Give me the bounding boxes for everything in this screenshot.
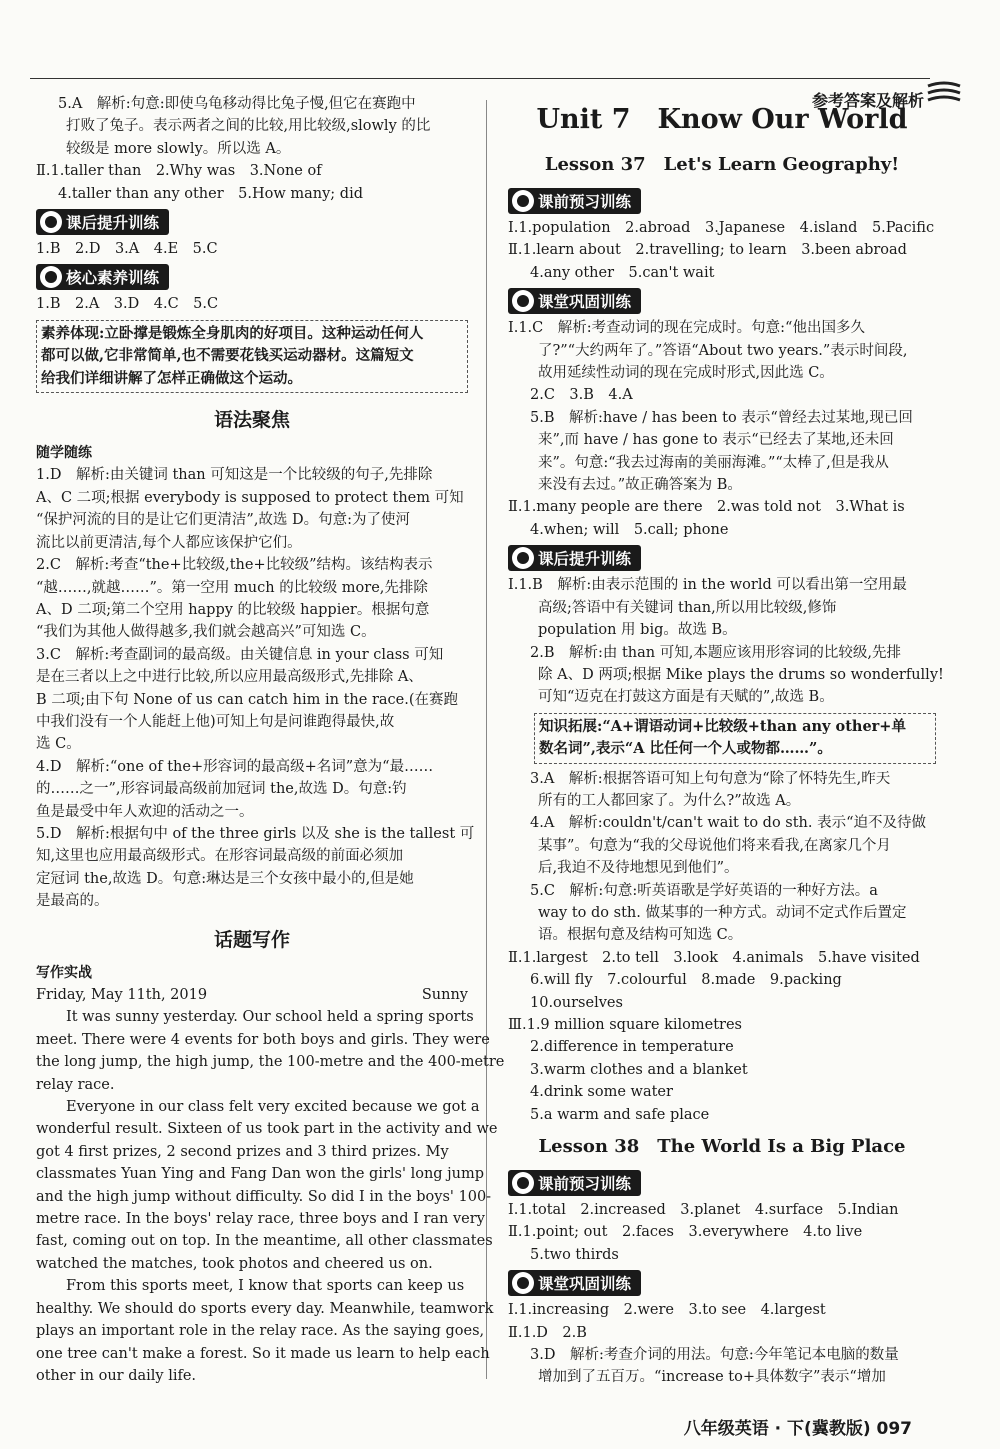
page-footer: 八年级英语 · 下(冀教版) 097 xyxy=(683,1419,912,1439)
diary-weather: Sunny xyxy=(421,987,468,1003)
lesson-title: Lesson 37 Let's Learn Geography! xyxy=(544,154,900,175)
answer-line: 1.B 2.D 3.A 4.E 5.C xyxy=(36,241,218,258)
badge-icon xyxy=(40,266,62,288)
grammar-answers: 1.D 解析:由关键词 than 可知这是一个比较级的句子,先排除 A、C 二项;根据 everybody is supposed to protect them 可知 “保护河流的目的是让它们更清洁”,故选 D。句意:为了使河 流比以前更清洁,每个人都应该保护它们。 2.C 解析:考查“the+比较级,the+比较级”结构。该结构表示 “越……,就越……”。第一空用 much 的比较级 more,先排除 A、D 二项;第二个空用 happy 的比较级 happier。根据句意 “我们为其他人做得越多,我们就会越高兴”可知选 C。 3.C 解析:考查副词的最高级。由关键信息 in your class 可知 是在三者以上之中进行比较,所以应用最高级形式,先排除 A、 B 二项;由下句 None of us can catch him in the race.(在赛跑 中我们没有一个人能赶上他)可知上句是问谁跑得最快,故 选 C。 4.D 解析:“one of the+形容词的最高级+名词”意为“最…… 的……之一”,形容词最高级前加冠词 the,故选 D。句意:钓 鱼是最受中年人欢迎的活动之一。 5.D 解析:根据句中 of the three girls 以及 she is the tallest 可 知,这里也应用最高级形式。在形容词最高级的前面必须加 定冠词 the,故选 D。句意:琳达是三个女孩中最小的,但是她 是最高的。 xyxy=(36,467,475,910)
diary-header xyxy=(36,984,468,1006)
knowledge-note: 知识拓展:“A+谓语动词+比较级+than any other+单 数名词”,表示“A 比任何一个人或物都……”。 xyxy=(534,713,936,764)
answer-line: Ⅱ.1.taller than 2.Why was 3.None of xyxy=(36,163,322,180)
badge-icon xyxy=(512,1172,534,1194)
badge-icon xyxy=(512,290,534,312)
column-divider xyxy=(486,100,487,1379)
answer-line: 较级是 more slowly。所以选 A。 xyxy=(66,140,291,157)
section-heading: 语法聚焦 xyxy=(213,409,290,432)
section-badge: 课堂巩固训练 xyxy=(508,1270,641,1296)
lesson-title: Lesson 38 The World Is a Big Place xyxy=(538,1136,906,1158)
essay: It was sunny yesterday. Our school held a spring sports meet. There were 4 events for both boys and girls. They were the long jump, the high jump, the 100-metre and the 400-metre relay race. Everyone in our class felt very excited because we got a wonderful result. Sixteen of us took part in the activity and we got 4 first prizes, 2 second prizes and 3 third prizes. My classmates Yuan Ying and Fang Dan won the girls' long jump and the high jump without difficulty. So did I in the boys' 100- metre race. In the boys' relay race, three boys and I ran very fast, coming out on top. In the meantime, all other classmates watched the matches, took photos and cheered us on. From this sports meet, I know that sports can keep us healthy. We should do sports every day. Meanwhile, teamwork plays an important role in the relay race. As the saying goes, one tree can't make a forest. So it made us learn to help each other in our daily life. xyxy=(36,1009,505,1384)
section-heading: 话题写作 xyxy=(213,928,290,951)
badge-icon xyxy=(40,211,62,233)
answer-line: 1.B 2.A 3.D 4.C 5.C xyxy=(36,296,219,313)
header-rule xyxy=(30,78,930,79)
right-column: Unit 7 Know Our World Lesson 37 Let's Learn Geography! 课前预习训练 Ⅰ.1.population 2.abroad 3.Japanese 4.island 5.Pacific Ⅱ.1.learn about 2.travelling; to learn 3.been abroad 4.any other 5.can't wait 课堂巩固训练 Ⅰ.1.C 解析:考查动词的现在完成时。句意:“他出国多久 了?”“大约两年了。”答语“About two years.”表示时间段, 故用延续性动词的现在完成时形式,因此选 C。 2.C 3.B 4.A 5.B 解析:have / has been to 表示“曾经去过某地,现已回 来”,而 have / has gone to 表示“已经去了某地,还未回 来”。句意:“我去过海南的美丽海滩。”“太棒了,但是我从 来没有去过。”故正确答案为 B。 Ⅱ.1.many people are there 2.was told not 3.What is 4.when; will 5.call; phone 课后提升训练 Ⅰ.1.B 解析:由表示范围的 in the world 可以看出第一空用最 高级;答语中有关键词 than,所以用比较级,修饰 population 用 big。故选 B。 2.B 解析:由 than 可知,本题应该用形容词的比较级,先排 除 A、D 两项;根据 Mike plays the drums so wonderfully! 可知“迈克在打鼓这方面是有天赋的”,故选 B。 知识拓展:“A+谓语动词+比较级+than any other+单 数名词”,表示“A 比任何一个人或物都……”。 3.A 解析:根据答语可知上句句意为“除了怀特先生,昨天 所有的工人都回家了。为什么?”故选 A。 4.A 解析:couldn't/can't wait to do sth. 表示“迫不及待做 某事”。句意为“我的父母说他们将来看我,在离家几个月 后,我迫不及待地想见到他们”。 5.C 解析:句意:听英语歌是学好英语的一种好方法。a way to do sth. 做某事的一种方式。动词不定式作后置定 语。根据句意及结构可知选 C。 Ⅱ.1.largest 2.to tell 3.look 4.animals 5.have visited 6.will fly 7.colourful 8.made 9.packing 10.ourselves Ⅲ.1.9 million square kilometres 2.difference in temperature 3.warm clothes and a blanket 4.drink some water 5.a warm and safe place Lesson 38 The World Is a Big Place 课前预习训练 Ⅰ.1.total 2.increased 3.planet 4.surface 5.Indian Ⅱ.1.point; out 2.faces 3.everywhere 4.to live 5.two thirds 课堂巩固训练 Ⅰ.1.increasing 2.were 3.to see 4.largest Ⅱ.1.D 2.B 3.D 解析:考查介词的用法。句意:今年笔记本电脑的数量 增加到了五百万。“increase to+具体数字”表示“增加 xyxy=(508,93,936,1389)
subheading: 随学随练 xyxy=(36,445,92,462)
carryover-answers xyxy=(36,93,468,205)
badge-icon xyxy=(512,1272,534,1294)
header-title: 参考答案及解析 xyxy=(811,91,924,110)
badge-icon xyxy=(512,190,534,212)
diary-date: Friday, May 11th, 2019 xyxy=(36,987,208,1003)
answer-line: 4.taller than any other 5.How many; did xyxy=(58,185,364,202)
answer-line: 打败了兔子。表示两者之间的比较,用比较级,slowly 的比 xyxy=(66,118,431,135)
section-badge: 课堂巩固训练 xyxy=(508,288,641,314)
section-badge: 课后提升训练 xyxy=(36,209,169,235)
left-column xyxy=(36,93,505,1387)
section-badge: 课后提升训练 xyxy=(508,545,641,571)
unit-title: Unit 7 Know Our World xyxy=(536,104,908,135)
section-badge: 核心素养训练 xyxy=(36,264,169,290)
section-badge: 课前预习训练 xyxy=(508,188,641,214)
badge-icon xyxy=(512,547,534,569)
subheading: 写作实战 xyxy=(36,964,92,981)
literacy-note: 素养体现:立卧撑是锻炼全身肌肉的好项目。这种运动任何人 都可以做,它非常简单,也不需要花钱买运动器材。这篇短文 给我们详细讲解了怎样正确做这个运动。 xyxy=(36,320,468,393)
answer-line: 5.A 解析:句意:即使乌龟移动得比兔子慢,但它在赛跑中 xyxy=(58,96,416,112)
section-badge: 课前预习训练 xyxy=(508,1170,641,1196)
